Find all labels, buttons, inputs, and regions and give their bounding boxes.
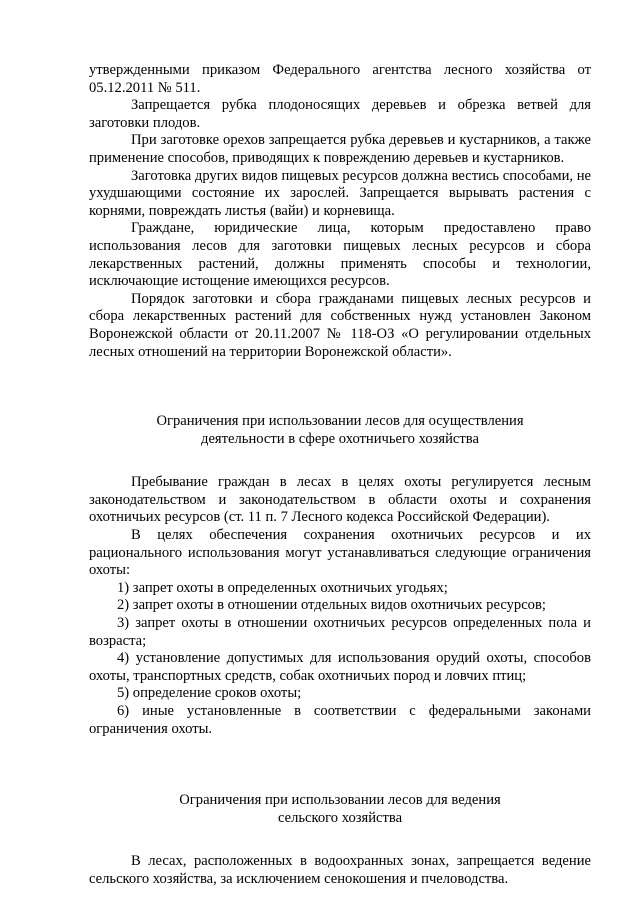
- list-item: 3) запрет охоты в отношении охотничьих ресурсов определенных пола и возраста;: [89, 615, 591, 649]
- list-item: 4) установление допустимых для использования орудий охоты, способов охоты, транспортных средств, собак охотничьих пород и ловчих птиц;: [89, 650, 591, 684]
- section-heading-line: Ограничения при использовании лесов для ведения: [179, 792, 501, 809]
- paragraph: Заготовка других видов пищевых ресурсов должна вестись способами, не ухудшающими состояние их зарослей. Запрещается вырывать растения с корнями, повреждать листья (вайи) и корневища.: [89, 167, 591, 219]
- section-heading-line: деятельности в сфере охотничьего хозяйства: [201, 430, 479, 447]
- section-gap: [89, 361, 591, 413]
- section-gap: [89, 738, 591, 792]
- list-item: 6) иные установленные в соответствии с федеральными законами ограничения охоты.: [89, 703, 591, 737]
- paragraph: При заготовке орехов запрещается рубка деревьев и кустарников, а также применение способов, приводящих к повреждению деревьев и кустарников.: [89, 132, 591, 166]
- list-item: 1) запрет охоты в определенных охотничьих угодьях;: [117, 579, 448, 596]
- heading-gap: [89, 448, 591, 474]
- paragraph: Запрещается рубка плодоносящих деревьев и обрезка ветвей для заготовки плодов.: [89, 97, 591, 131]
- section-heading-line: Ограничения при использовании лесов для осуществления: [156, 413, 524, 430]
- document-page: [89, 62, 591, 889]
- paragraph: В целях обеспечения сохранения охотничьих ресурсов и их рационального использования могут устанавливаться следующие ограничения охоты:: [89, 527, 591, 579]
- paragraph: Граждане, юридические лица, которым предоставлено право использования лесов для заготовки пищевых лесных ресурсов и сбора лекарственных растений, должны применять способы и технологии, исключающие истощение имеющихся ресурсов.: [89, 220, 591, 290]
- paragraph: Порядок заготовки и сбора гражданами пищевых лесных ресурсов и сбора лекарственных растений для собственных нужд установлен Законом Воронежской области от 20.11.2007 № 118-ОЗ «О регулировании отдельных лесных отношений на территории Воронежской области».: [89, 290, 591, 360]
- paragraph: В лесах, расположенных в водоохранных зонах, запрещается ведение сельского хозяйства, за исключением сенокошения и пчеловодства.: [89, 853, 591, 887]
- paragraph: Пребывание граждан в лесах в целях охоты регулируется лесным законодательством и законодательством в области охоты и сохранения охотничьих ресурсов (ст. 11 п. 7 Лесного кодекса Российской Федерации).: [89, 474, 591, 526]
- section-heading-line: сельского хозяйства: [277, 809, 403, 826]
- list-item: 2) запрет охоты в отношении отдельных видов охотничьих ресурсов;: [117, 597, 546, 614]
- heading-gap: [89, 827, 591, 853]
- list-item: 5) определение сроков охоты;: [117, 685, 302, 702]
- paragraph-continuation: утвержденными приказом Федерального агентства лесного хозяйства от 05.12.2011 № 511.: [89, 62, 591, 96]
